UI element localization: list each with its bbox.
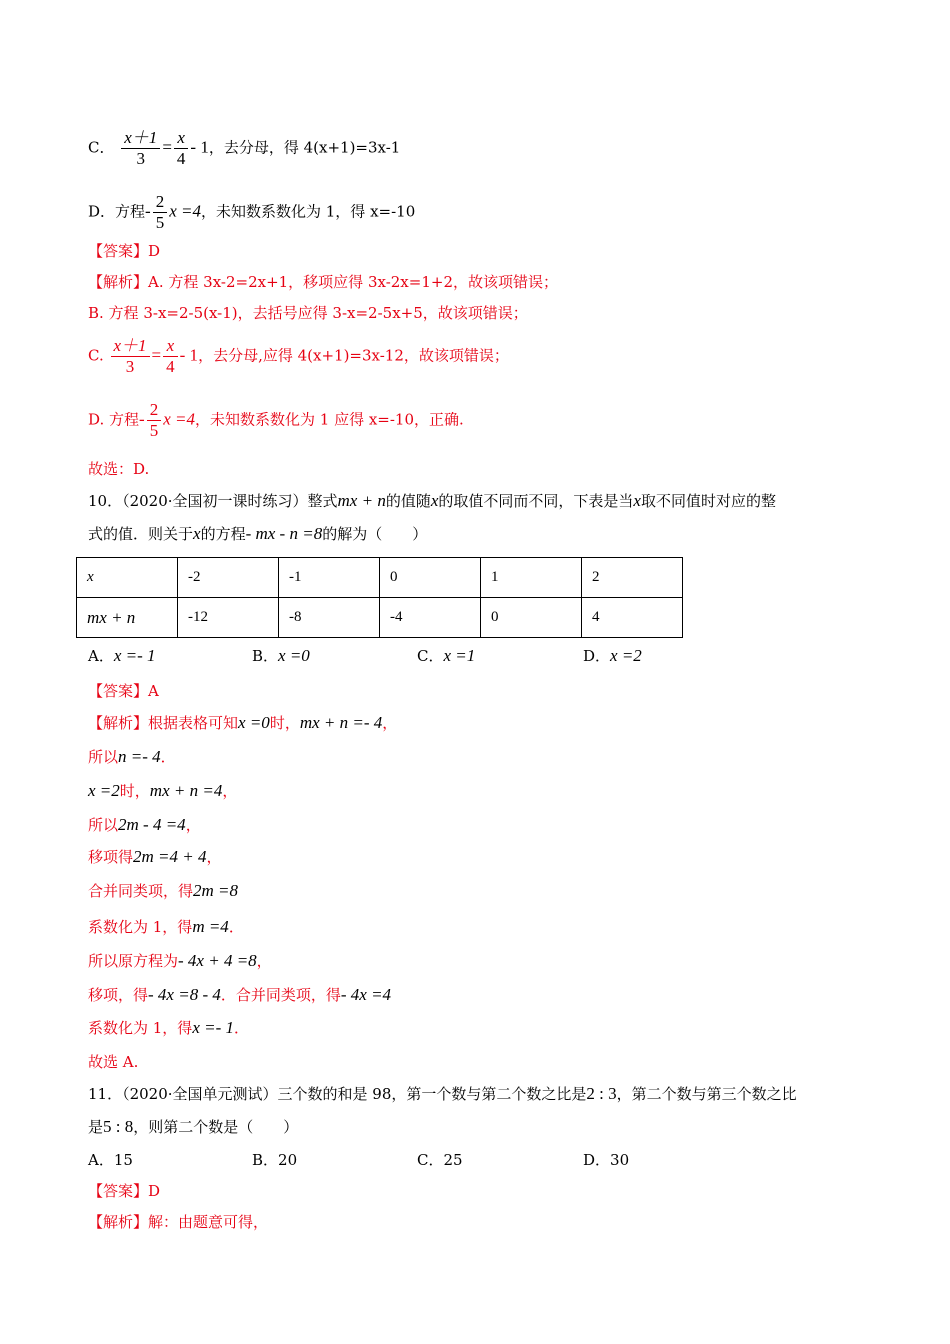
q10-analysis-step3: x =2时，mx + n =4， (88, 781, 238, 800)
table-cell: -4 (380, 598, 481, 638)
table-cell: 2 (582, 558, 683, 598)
q11-stem-line1: 11．（2020·全国单元测试）三个数的和是 98，第一个数与第二个数之比是2 : 3，第二个数与第三个数之比 (88, 1084, 797, 1103)
fraction: $\frac{x}{4}$ (163, 336, 178, 377)
fraction: $\frac{2}{5}$ (153, 192, 168, 233)
q11-option-b: B．20 (252, 1151, 298, 1169)
table-cell: -12 (178, 598, 279, 638)
table-cell: -2 (178, 558, 279, 598)
table-row (77, 558, 683, 598)
q10-stem-line1: 10．（2020·全国初一课时练习）整式mx + n的值随x的取值不同而不同，下表是当x取不同值时对应的整 (88, 491, 776, 510)
fraction: $\frac{2}{5}$ (147, 400, 162, 441)
q9-analysis-d: D. 方程- $\frac{2}{5}$ x =4，未知数系数化为 1 应得 x=-10，正确. (88, 400, 464, 440)
q10-analysis-step7: 系数化为 1，得m =4． (88, 917, 244, 936)
q10-option-d: D．x =2 (583, 646, 642, 665)
q9-analysis-a: 【解析】A. 方程 3x-2=2x+1，移项应得 3x-2x=1+2，故该项错误； (88, 273, 558, 291)
table-cell: -1 (279, 558, 380, 598)
q10-analysis-step9: 移项，得- 4x =8 - 4．合并同类项，得- 4x =4 (88, 985, 392, 1004)
table-cell: 4 (582, 598, 683, 638)
fraction: $\frac{x+1}{3}$ (121, 128, 160, 169)
q9-option-c: C． $\frac{x+1}{3}$ = $\frac{x}{4}$ - 1，去分母，得 4(x+1)=3x-1 (88, 128, 401, 168)
q11-stem-line2: 是5 : 8，则第二个数是（ ） (88, 1117, 299, 1136)
q10-analysis-step10: 系数化为 1，得x =- 1． (88, 1018, 250, 1037)
q10-analysis-step8: 所以原方程为- 4x + 4 =8， (88, 951, 272, 970)
q9-conclusion: 故选：D. (88, 460, 150, 478)
q10-conclusion: 故选 A. (88, 1053, 139, 1071)
fraction: $\frac{x+1}{3}$ (111, 336, 150, 377)
q10-option-a: A．x =- 1 (88, 646, 156, 665)
q11-answer: 【答案】D (88, 1182, 161, 1200)
q10-option-c: C．x =1 (417, 646, 476, 665)
table-cell: 0 (380, 558, 481, 598)
fraction: $\frac{x}{4}$ (174, 128, 189, 169)
table-cell: x (77, 558, 178, 598)
value-table (76, 557, 683, 638)
q10-answer: 【答案】A (88, 682, 159, 700)
q10-stem-line2: 式的值．则关于x的方程- mx - n =8的解为（ ） (88, 524, 428, 543)
q11-analysis: 【解析】解：由题意可得， (88, 1213, 269, 1231)
q9-answer: 【答案】D (88, 242, 161, 260)
q10-analysis-step5: 移项得2m =4 + 4， (88, 847, 222, 866)
table-cell: 1 (481, 558, 582, 598)
q9-option-d: D．方程- $\frac{2}{5}$ x =4，未知数系数化为 1，得 x=-10 (88, 192, 416, 232)
q10-analysis-step4: 所以2m - 4 =4， (88, 815, 201, 834)
table-cell: mx + n (77, 598, 178, 638)
q10-analysis-step1: 【解析】根据表格可知x =0时，mx + n =- 4， (88, 713, 398, 732)
table-cell: -8 (279, 598, 380, 638)
q11-option-c: C．25 (417, 1151, 463, 1169)
table-row (77, 598, 683, 638)
q11-option-a: A．15 (88, 1151, 133, 1169)
table-cell: 0 (481, 598, 582, 638)
q10-analysis-step2: 所以n =- 4． (88, 747, 176, 766)
q11-option-d: D．30 (583, 1151, 630, 1169)
q10-analysis-step6: 合并同类项，得2m =8 (88, 881, 239, 900)
q9-analysis-c: C. $\frac{x+1}{3}$ = $\frac{x}{4}$ - 1，去分母,应得 4(x+1)=3x-12，故该项错误； (88, 336, 509, 376)
q9-analysis-b: B. 方程 3-x=2-5(x-1)，去括号应得 3-x=2-5x+5，故该项错误； (88, 304, 528, 322)
q10-option-b: B．x =0 (252, 646, 310, 665)
